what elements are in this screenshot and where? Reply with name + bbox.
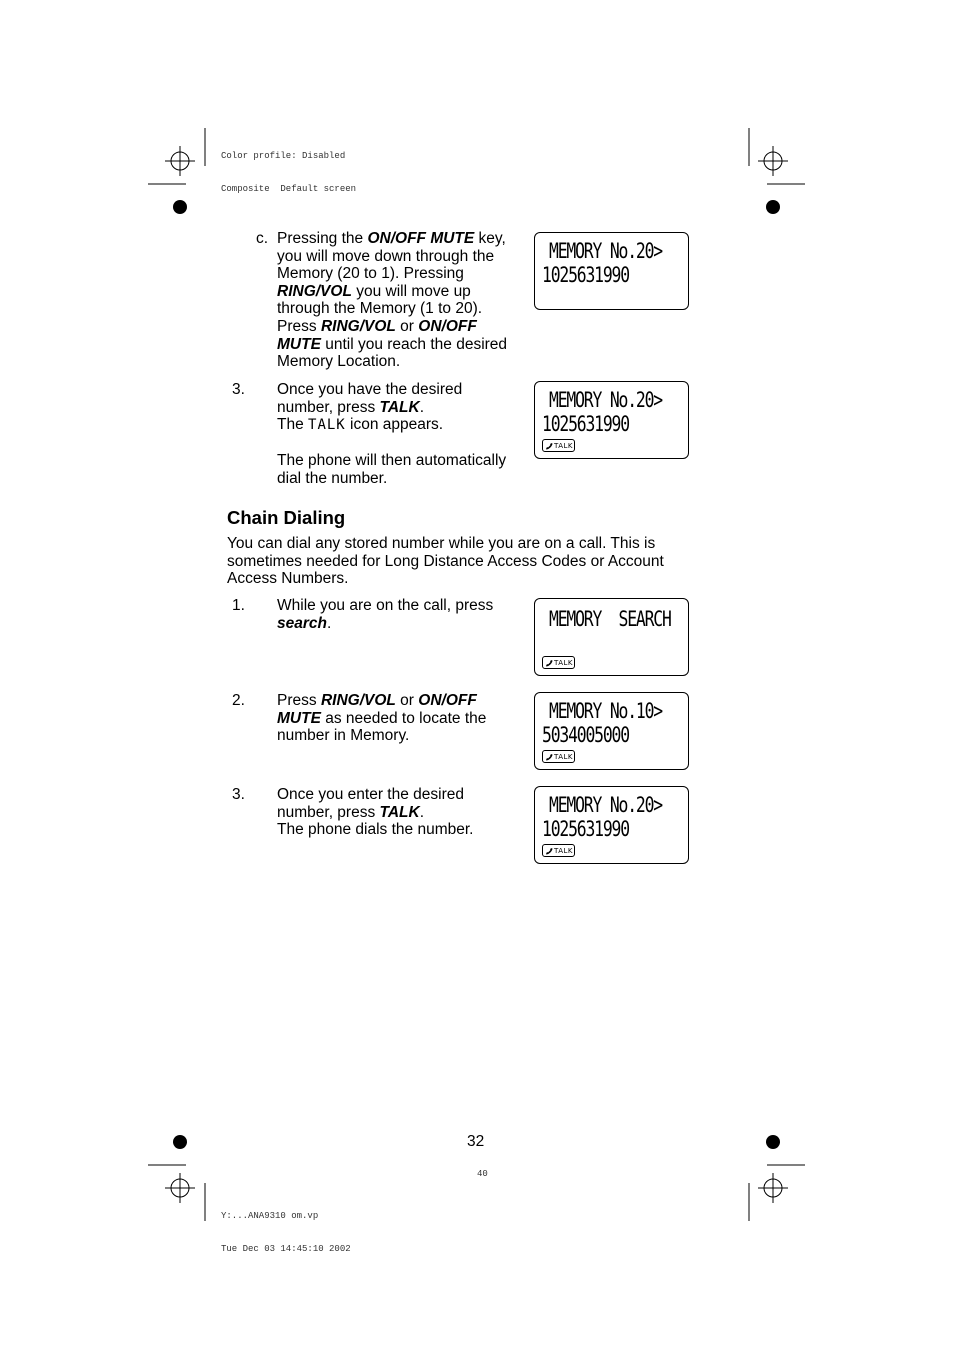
- step-3-label: 3.: [232, 381, 245, 398]
- chain-step-3-text: Once you enter the desired number, press TALK. The phone dials the number.: [277, 786, 474, 839]
- lcd-line-1: MEMORY SEARCH: [549, 607, 671, 631]
- chain-step-2-label: 2.: [232, 692, 245, 709]
- talk-icon: TALK: [542, 439, 575, 452]
- lcd-screen-5: [534, 786, 689, 864]
- talk-icon: TALK: [542, 844, 575, 857]
- lcd-line-2: 1025631990: [542, 817, 629, 841]
- footer-meta-line1: Y:...ANA9310 om.vp: [221, 1211, 319, 1221]
- lcd-line-1: MEMORY No.10>: [549, 699, 663, 723]
- step-c-label: c.: [256, 230, 269, 247]
- small-page-number: 40: [477, 1169, 488, 1179]
- lcd-screen-1: [534, 232, 689, 310]
- chain-step-2-text: Press RING/VOL or ON/OFF MUTE as needed to locate the number in Memory.: [277, 692, 487, 745]
- step-c-text: Pressing the ON/OFF MUTE key, you will move down through the Memory (20 to 1). Pressing RING/VOL you will move up through the Memory (1 to 20). Press RING/VOL or ON/OFF MUTE until you reach the desired Memory Location.: [277, 230, 508, 371]
- lcd-line-2: 1025631990: [542, 263, 629, 287]
- handset-icon: [545, 753, 553, 761]
- chain-step-3-label: 3.: [232, 786, 245, 803]
- footer-meta: [221, 1189, 351, 1266]
- lcd-line-1: MEMORY No.20>: [549, 239, 663, 263]
- handset-icon: [545, 847, 553, 855]
- lcd-screen-2: [534, 381, 689, 459]
- lcd-line-2: 5034005000: [542, 723, 629, 747]
- chain-step-1-label: 1.: [232, 597, 245, 614]
- lcd-line-1: MEMORY No.20>: [549, 388, 663, 412]
- talk-icon: TALK: [542, 656, 575, 669]
- lcd-line-2: 1025631990: [542, 412, 629, 436]
- header-meta: [221, 129, 356, 206]
- section-heading: Chain Dialing: [227, 507, 346, 528]
- handset-icon: [545, 659, 553, 667]
- step-3-text: Once you have the desired number, press TALK. The TALK icon appears. The phone will then automatically dial the number.: [277, 381, 507, 487]
- handset-icon: [545, 442, 553, 450]
- lcd-screen-4: [534, 692, 689, 770]
- talk-icon: TALK: [542, 750, 575, 763]
- talk-lcd-word: TALK: [308, 417, 346, 434]
- chain-step-1-text: While you are on the call, press search.: [277, 597, 494, 632]
- footer-meta-line2: Tue Dec 03 14:45:10 2002: [221, 1244, 351, 1254]
- section-intro: You can dial any stored number while you are on a call. This is sometimes needed for Long Distance Access Codes or Account Access Numbers.: [227, 535, 664, 588]
- lcd-line-1: MEMORY No.20>: [549, 793, 663, 817]
- header-meta-line2: Composite Default screen: [221, 184, 357, 194]
- header-meta-line1: Color profile: Disabled: [221, 151, 346, 161]
- page-number: 32: [467, 1133, 485, 1150]
- lcd-screen-3: [534, 598, 689, 676]
